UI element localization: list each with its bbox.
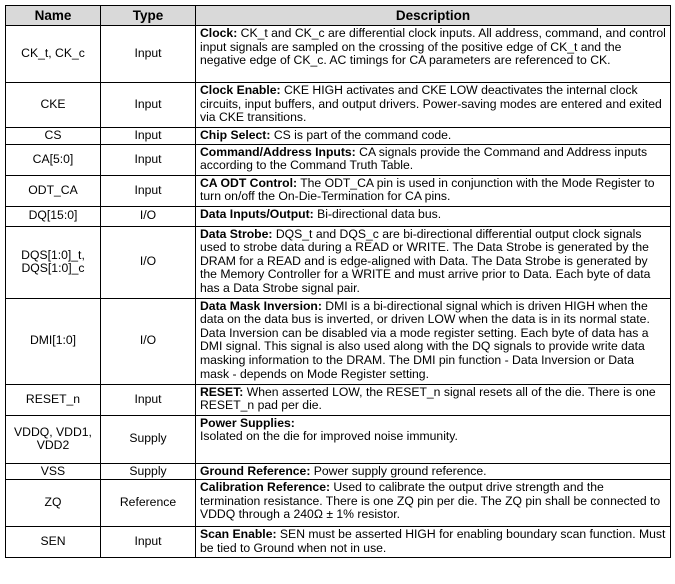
description-term: Data Mask Inversion: — [200, 298, 322, 313]
pin-description — [196, 175, 671, 206]
description-text: CKE HIGH activates and CKE LOW deactivates the internal clock circuits, input buffers, and output drivers. Power-saving modes are entered and exited via CKE transitions. — [200, 83, 662, 125]
pin-description — [196, 83, 671, 128]
table-row — [6, 83, 671, 128]
pin-type: I/O — [101, 298, 196, 384]
pin-description — [196, 463, 671, 480]
table-row — [6, 480, 671, 527]
pin-name: CS — [6, 128, 101, 145]
pin-description — [196, 527, 671, 558]
table-row — [6, 144, 671, 175]
description-term: Calibration Reference: — [200, 480, 331, 495]
pin-type: Input — [101, 527, 196, 558]
description-text: Bi-directional data bus. — [313, 206, 442, 221]
table-row — [6, 415, 671, 463]
description-term: Chip Select: — [200, 128, 271, 142]
pin-description — [196, 480, 671, 527]
description-text: Used to calibrate the output drive strength and the termination resistance. There is one ZQ pin per die. The ZQ pin shall be connected to VDDQ through a 240Ω ± 1% resistor. — [200, 480, 661, 522]
header-type: Type — [101, 6, 196, 26]
table-row — [6, 26, 671, 83]
pin-name: DQ[15:0] — [6, 206, 101, 226]
description-term: CA ODT Control: — [200, 175, 298, 190]
pin-name: CA[5:0] — [6, 144, 101, 175]
description-term: Ground Reference: — [200, 463, 311, 478]
description-text: Isolated on the die for improved noise immunity. — [200, 429, 458, 444]
description-text: CS is part of the command code. — [270, 128, 452, 142]
pin-type: Reference — [101, 480, 196, 527]
header-description: Description — [196, 6, 671, 26]
description-term: Scan Enable: — [200, 527, 277, 542]
description-term: Clock Enable: — [200, 83, 281, 97]
pin-type: Input — [101, 175, 196, 206]
pin-description — [196, 26, 671, 83]
description-term: Data Inputs/Output: — [200, 206, 314, 221]
pin-type: I/O — [101, 226, 196, 298]
description-text: When asserted LOW, the RESET_n signal resets all of the die. There is one RESET_n pad per die. — [200, 384, 656, 413]
description-text: SEN must be asserted HIGH for enabling boundary scan function. Must be tied to Ground when not in use. — [200, 527, 666, 555]
pin-name: SEN — [6, 527, 101, 558]
table-row — [6, 226, 671, 298]
pin-name: DQS[1:0]_t, DQS[1:0]_c — [6, 226, 101, 298]
pin-name: DMI[1:0] — [6, 298, 101, 384]
pin-type: I/O — [101, 206, 196, 226]
description-text: DMI is a bi-directional signal which is driven HIGH when the data on the data bus is inverted, or driven LOW when the data is in its normal state. Data Inversion can be disabled via a mode register setting. Each byte of data has a DMI signal. This signal is also used along with the DQ signals to provide write data masking information to the DRAM. The DMI pin function - Data Inversion or Data mask - depends on Mode Register setting. — [200, 298, 650, 381]
table-row — [6, 175, 671, 206]
pin-name: RESET_n — [6, 384, 101, 415]
header-row — [6, 6, 671, 26]
pin-type: Input — [101, 83, 196, 128]
pin-description-table — [5, 5, 671, 558]
description-term: RESET: — [200, 384, 244, 399]
pin-name: CK_t, CK_c — [6, 26, 101, 83]
description-term: Command/Address Inputs: — [200, 144, 356, 159]
pin-name: VSS — [6, 463, 101, 480]
pin-description — [196, 206, 671, 226]
pin-type: Input — [101, 128, 196, 145]
pin-type: Input — [101, 26, 196, 83]
description-text: CK_t and CK_c are differential clock inputs. All address, command, and control input signals are sampled on the crossing of the positive edge of CK_t and the negative edge of CK_c. AC timings for CA parameters are referenced to CK. — [200, 26, 666, 68]
description-term: Clock: — [200, 26, 238, 40]
pin-description — [196, 144, 671, 175]
description-text: Power supply ground reference. — [310, 463, 487, 478]
pin-description — [196, 226, 671, 298]
pin-type: Supply — [101, 463, 196, 480]
pin-name: CKE — [6, 83, 101, 128]
table-row — [6, 527, 671, 558]
pin-name: VDDQ, VDD1, VDD2 — [6, 415, 101, 463]
description-text: CA signals provide the Command and Address inputs according to the Command Truth Table. — [200, 144, 648, 173]
pin-name: ZQ — [6, 480, 101, 527]
table-row — [6, 298, 671, 384]
description-term: Power Supplies: — [200, 415, 295, 430]
pin-description — [196, 384, 671, 415]
pin-name: ODT_CA — [6, 175, 101, 206]
pin-type: Supply — [101, 415, 196, 463]
pin-description — [196, 415, 671, 463]
table-row — [6, 384, 671, 415]
description-text: The ODT_CA pin is used in conjunction with the Mode Register to turn on/off the On-Die-Termination for CA pins. — [200, 175, 655, 204]
pin-description — [196, 298, 671, 384]
table-row — [6, 206, 671, 226]
pin-description — [196, 128, 671, 145]
header-name: Name — [6, 6, 101, 26]
table-row — [6, 463, 671, 480]
description-term: Data Strobe: — [200, 226, 273, 241]
description-text: DQS_t and DQS_c are bi-directional differential output clock signals used to strobe data during a READ or WRITE. The Data Strobe is generated by the DRAM for a READ and is edge-aligned with Data. The Data Strobe is generated by the Memory Controller for a WRITE and must arrive prior to Data. Each byte of data has a Data Strobe signal pair. — [200, 226, 651, 295]
table-row — [6, 128, 671, 145]
pin-type: Input — [101, 384, 196, 415]
pin-type: Input — [101, 144, 196, 175]
